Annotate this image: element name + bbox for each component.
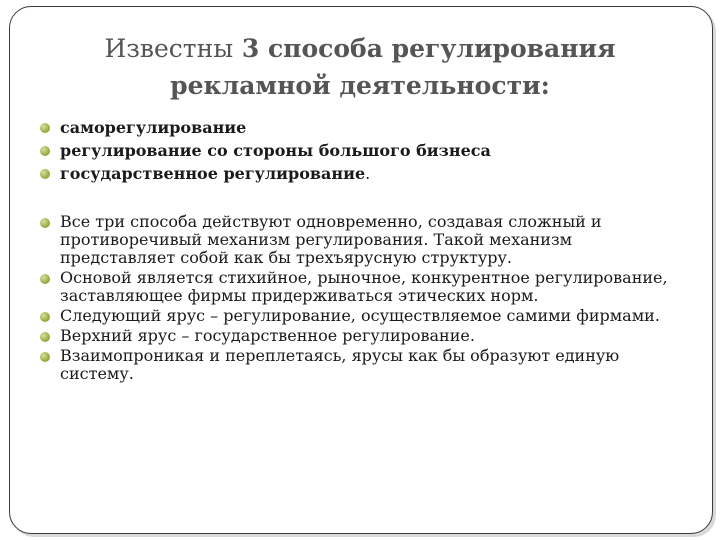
- list-item: [40, 162, 690, 185]
- point-text: Верхний ярус – государственное регулирование.: [60, 326, 475, 345]
- point-text: Следующий ярус – регулирование, осуществляемое самими фирмами.: [60, 306, 660, 325]
- bullet-icon: [40, 312, 50, 322]
- list-item: [40, 327, 690, 345]
- bullet-icon: [40, 169, 50, 179]
- list-item: [40, 213, 690, 267]
- bullet-icon: [40, 218, 50, 228]
- bullet-icon: [40, 332, 50, 342]
- point-text: Все три способа действуют одновременно, создавая сложный и противоречивый механизм регулирования. Такой механизм представляет собой как бы трехъярусную структуру.: [60, 212, 602, 267]
- method-text: саморегулирование: [60, 118, 247, 137]
- point-text: Взаимопроникая и переплетаясь, ярусы как бы образуют единую систему.: [60, 346, 620, 383]
- slide-title: [20, 30, 700, 104]
- methods-list: [40, 116, 690, 185]
- slide-title-rest: 3 способа регулирования рекламной деятельности:: [170, 34, 616, 100]
- list-item: [40, 116, 690, 139]
- list-item: [40, 347, 690, 383]
- bullet-icon: [40, 146, 50, 156]
- bullet-icon: [40, 123, 50, 133]
- point-text: Основой является стихийное, рыночное, конкурентное регулирование, заставляющее фирмы придерживаться этических норм.: [60, 268, 668, 305]
- method-suffix: .: [365, 164, 371, 183]
- method-text: государственное регулирование: [60, 164, 366, 183]
- points-list: [40, 213, 690, 385]
- list-item: [40, 269, 690, 305]
- slide-title-lead: Известны: [104, 34, 234, 63]
- list-item: [40, 307, 690, 325]
- bullet-icon: [40, 352, 50, 362]
- method-text: регулирование со стороны большого бизнеса: [60, 141, 491, 160]
- bullet-icon: [40, 274, 50, 284]
- list-item: [40, 139, 690, 162]
